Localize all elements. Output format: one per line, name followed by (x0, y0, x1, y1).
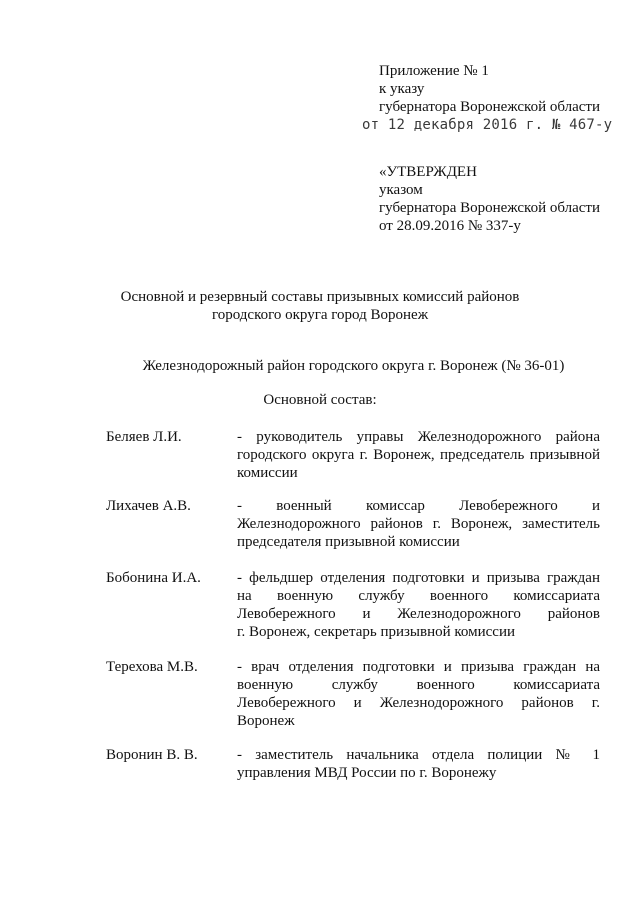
section-title: Основной состав: (263, 392, 377, 408)
member-name: Воронин В. В. (106, 747, 198, 763)
district-title: Железнодорожный район городского округа г. Воронеж (№ 36-01) (142, 358, 565, 374)
approval-issuer: губернатора Воронежской области (379, 200, 600, 216)
member-role (237, 569, 600, 641)
member-name: Лихачев А.В. (106, 498, 191, 514)
appendix-issuer: губернатора Воронежской области (379, 99, 600, 115)
member-name: Беляев Л.И. (106, 429, 182, 445)
document-title-line-2: городского округа город Воронеж (211, 307, 429, 323)
member-role-line: - военный комиссар Левобережного и (237, 498, 600, 514)
appendix-number: Приложение № 1 (379, 63, 489, 79)
member-role-line: Левобережного и Железнодорожного районов (237, 606, 600, 622)
member-role-line: военную службу военного комиссариата (237, 677, 600, 693)
document-title (0, 288, 640, 324)
member-role-line: на военную службу военного комиссариата (237, 588, 600, 604)
member-role-line: - фельдшер отделения подготовки и призыва граждан (237, 570, 600, 586)
member-role-line: г. Воронеж, секретарь призывной комиссии (237, 624, 516, 640)
member-name: Терехова М.В. (106, 659, 198, 675)
member-role-line: Левобережного и Железнодорожного районов г. (237, 695, 600, 711)
approval-date: от 28.09.2016 № 337-у (379, 218, 521, 234)
member-name: Бобонина И.А. (106, 570, 201, 586)
member-role-line: управления МВД России по г. Воронежу (237, 765, 497, 781)
member-role (237, 428, 600, 482)
member-role-line: Железнодорожного районов г. Воронеж, заместитель (237, 516, 600, 532)
approval-decree: указом (379, 182, 423, 198)
member-role-line: Воронеж (237, 713, 295, 729)
member-role-line: - врач отделения подготовки и призыва граждан на (237, 659, 600, 675)
member-role-line: председателя призывной комиссии (237, 534, 460, 550)
approval-header (379, 163, 619, 235)
appendix-date-stamp: от 12 декабря 2016 г. № 467-у (362, 117, 613, 133)
member-role-line: - руководитель управы Железнодорожного района (237, 429, 600, 445)
member-role-line: городского округа г. Воронеж, председатель призывной (237, 447, 600, 463)
appendix-header (362, 62, 619, 134)
member-role-line: комиссии (237, 465, 298, 481)
member-role (237, 658, 600, 730)
document-title-line-1: Основной и резервный составы призывных комиссий районов (120, 289, 520, 305)
approval-title: «УТВЕРЖДЕН (379, 164, 477, 180)
appendix-decree-ref: к указу (379, 81, 425, 97)
member-role (237, 746, 600, 782)
member-role-line: - заместитель начальника отдела полиции № 1 (237, 747, 600, 763)
member-role (237, 497, 600, 551)
